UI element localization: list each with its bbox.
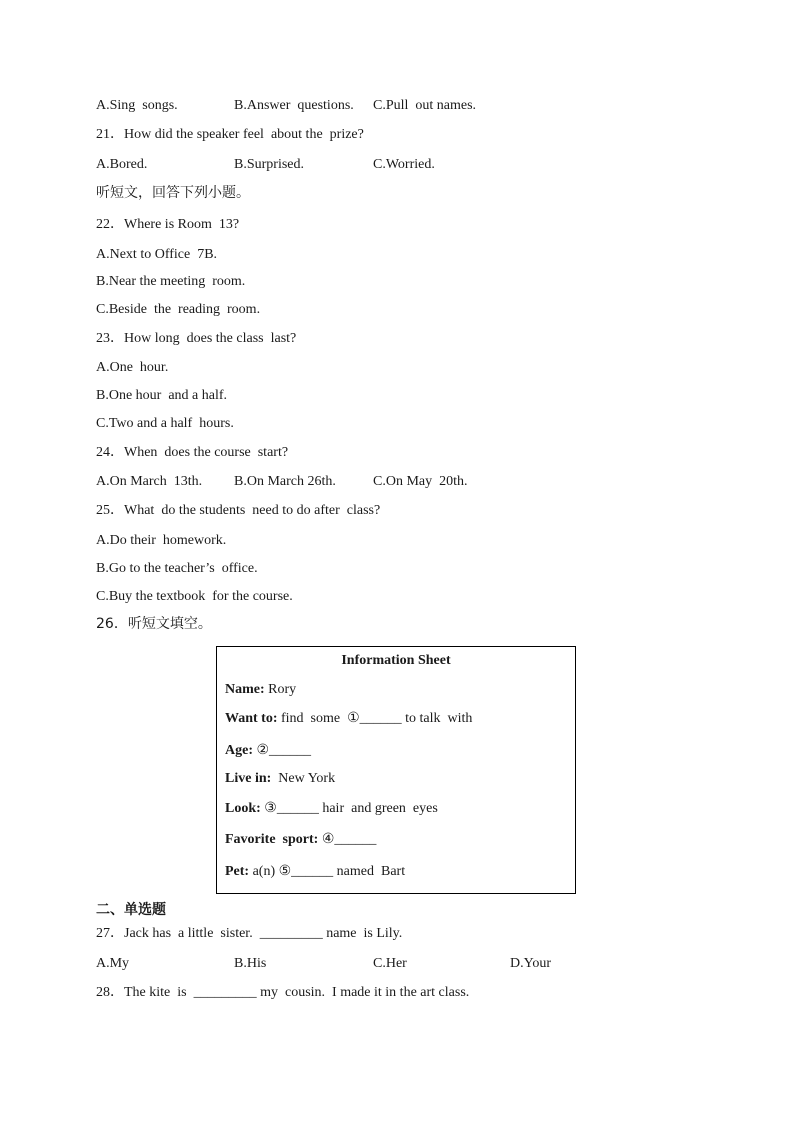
q25-option-a: A.Do their homework. <box>96 533 227 548</box>
q28-question: 28．The kite is _________ my cousin. I made it in the art class. <box>96 985 470 1000</box>
q24-option-c: C.On May 20th. <box>373 474 468 489</box>
q27-option-c: C.Her <box>373 956 407 971</box>
q27-question: 27．Jack has a little sister. _________ name is Lily. <box>96 926 403 941</box>
q21-option-b: B.Surprised. <box>234 157 304 172</box>
sheet-row-favorite-sport: Favorite sport: ④______ <box>225 832 377 847</box>
sheet-row-live-in: Live in: New York <box>225 771 336 786</box>
q27-option-b: B.His <box>234 956 267 971</box>
q22-option-b: B.Near the meeting room. <box>96 274 246 289</box>
q24-question: 24．When does the course start? <box>96 445 289 460</box>
q25-option-b: B.Go to the teacher’s office. <box>96 561 258 576</box>
q25-question: 25．What do the students need to do after class? <box>96 503 381 518</box>
q26-title: 26．听短文填空。 <box>96 616 212 632</box>
q27-option-d: D.Your <box>510 956 551 971</box>
q27-option-a: A.My <box>96 956 130 971</box>
q23-option-a: A.One hour. <box>96 360 169 375</box>
q24-option-b: B.On March 26th. <box>234 474 336 489</box>
q21-question: 21．How did the speaker feel about the prize? <box>96 127 364 142</box>
q23-question: 23．How long does the class last? <box>96 331 297 346</box>
information-sheet <box>216 646 576 894</box>
section-listen-passage-heading: 听短文，回答下列小题。 <box>96 185 250 201</box>
q24-option-a: A.On March 13th. <box>96 474 203 489</box>
q21-option-c: C.Worried. <box>373 157 435 172</box>
sheet-row-pet: Pet: a(n) ⑤______ named Bart <box>225 864 406 879</box>
sheet-row-age: Age: ②______ <box>225 743 312 758</box>
section-single-choice-heading: 二、单选题 <box>96 902 166 918</box>
sheet-row-want-to: Want to: find some ①______ to talk with <box>225 711 473 726</box>
q25-option-c: C.Buy the textbook for the course. <box>96 589 293 604</box>
q22-option-a: A.Next to Office 7B. <box>96 247 218 262</box>
q22-question: 22．Where is Room 13? <box>96 217 240 232</box>
information-sheet-title: Information Sheet <box>341 653 451 668</box>
q22-option-c: C.Beside the reading room. <box>96 302 261 317</box>
q20-option-a: A.Sing songs. <box>96 98 178 113</box>
q20-option-c: C.Pull out names. <box>373 98 477 113</box>
sheet-row-look: Look: ③______ hair and green eyes <box>225 801 438 816</box>
q23-option-b: B.One hour and a half. <box>96 388 228 403</box>
q21-option-a: A.Bored. <box>96 157 148 172</box>
sheet-row-name: Name: Rory <box>225 682 297 697</box>
q23-option-c: C.Two and a half hours. <box>96 416 234 431</box>
q20-option-b: B.Answer questions. <box>234 98 354 113</box>
